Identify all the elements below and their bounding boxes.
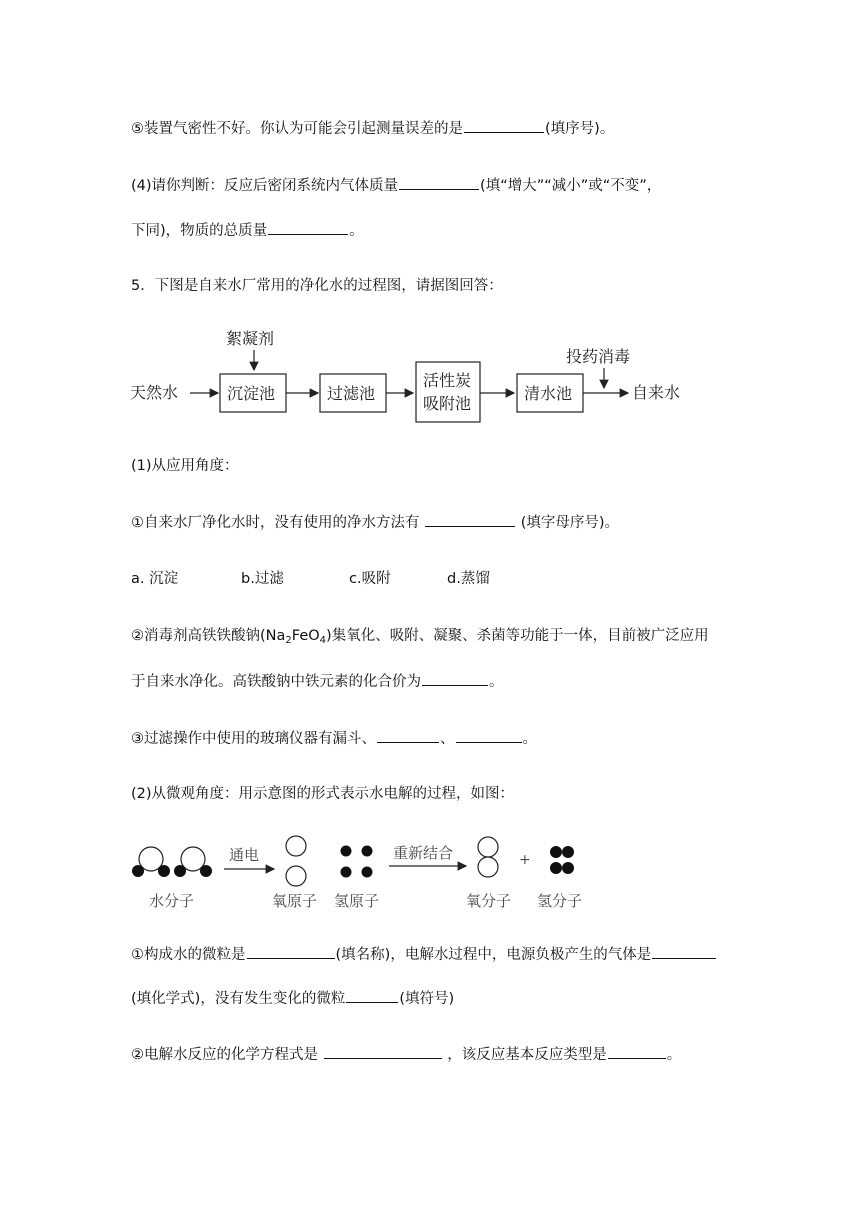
hydrogen-atom-label: 氢原子 bbox=[334, 892, 380, 910]
water-electrolysis-diagram bbox=[126, 828, 606, 918]
section-micro-angle: (2)从微观角度：用示意图的形式表示水电解的过程，如图： bbox=[131, 786, 515, 802]
answer-blank[interactable] bbox=[346, 988, 398, 1003]
answer-blank[interactable] bbox=[377, 728, 439, 743]
disinfect-label: 投药消毒 bbox=[566, 347, 631, 366]
plus-sign: + bbox=[519, 852, 531, 868]
question-line-total-mass: 下同)，物质的总质量 。 bbox=[131, 220, 364, 241]
answer-blank[interactable] bbox=[425, 512, 515, 527]
flow-input-label: 天然水 bbox=[130, 383, 179, 402]
answer-blank[interactable] bbox=[652, 944, 716, 959]
question-line-glassware: ③过滤操作中使用的玻璃仪器有漏斗、 、 。 bbox=[131, 728, 537, 749]
oxygen-atom-label: 氧原子 bbox=[272, 892, 318, 910]
recombine-label: 重新结合 bbox=[393, 844, 454, 862]
question-line-seal-error: ⑤装置气密性不好。你认为可能会引起测量误差的是 (填序号)。 bbox=[131, 118, 614, 139]
electrify-label: 通电 bbox=[229, 846, 260, 864]
answer-blank[interactable] bbox=[399, 175, 479, 190]
question-line-formula: (填化学式)，没有发生变化的微粒 (填符号) bbox=[131, 988, 454, 1009]
clear-water-tank-label: 清水池 bbox=[524, 384, 573, 403]
question-line-equation: ②电解水反应的化学方程式是 ，该反应基本反应类型是 。 bbox=[131, 1044, 681, 1065]
answer-blank[interactable] bbox=[247, 944, 335, 959]
answer-blank[interactable] bbox=[456, 728, 522, 743]
option-a: a. 沉淀 bbox=[131, 571, 179, 587]
filter-tank-label: 过滤池 bbox=[327, 384, 376, 403]
oxygen-molecule bbox=[478, 837, 498, 877]
water-molecule-label: 水分子 bbox=[149, 892, 195, 910]
option-c: c.吸附 bbox=[349, 571, 391, 587]
question-5-title: 5．下图是自来水厂常用的净化水的过程图，请据图回答： bbox=[131, 278, 503, 294]
answer-blank[interactable] bbox=[324, 1044, 442, 1059]
answer-blank[interactable] bbox=[464, 118, 544, 133]
option-b: b.过滤 bbox=[241, 571, 284, 587]
hydrogen-atoms bbox=[341, 846, 373, 878]
water-molecule bbox=[174, 847, 212, 877]
answer-blank[interactable] bbox=[608, 1044, 666, 1059]
question-line-gas-mass: (4)请你判断：反应后密闭系统内气体质量 (填“增大”“减小”或“不变”， bbox=[131, 175, 661, 196]
carbon-adsorption-label-1: 活性炭 bbox=[423, 371, 472, 390]
sedimentation-tank-label: 沉淀池 bbox=[227, 384, 276, 403]
answer-blank[interactable] bbox=[422, 671, 488, 686]
oxygen-atoms bbox=[286, 836, 306, 886]
carbon-adsorption-label-2: 吸附池 bbox=[423, 394, 472, 413]
water-purification-flow-diagram bbox=[120, 322, 700, 427]
question-line-valence: 于自来水净化。高铁酸钠中铁元素的化合价为 。 bbox=[131, 671, 504, 692]
hydrogen-molecule-label: 氢分子 bbox=[537, 892, 583, 910]
option-d: d.蒸馏 bbox=[447, 571, 490, 587]
flow-output-label: 自来水 bbox=[632, 383, 681, 402]
oxygen-molecule-label: 氧分子 bbox=[466, 892, 512, 910]
coagulant-label: 絮凝剂 bbox=[226, 329, 275, 348]
question-line-water-particles: ①构成水的微粒是 (填名称)，电解水过程中，电源负极产生的气体是 bbox=[131, 944, 717, 965]
question-line-unused-method: ①自来水厂净化水时，没有使用的净水方法有 (填字母序号)。 bbox=[131, 512, 619, 533]
hydrogen-molecule bbox=[550, 846, 574, 874]
question-line-ferrate: ②消毒剂高铁铁酸钠$(Na_2FeO_4)$集氧化、吸附、凝聚、杀菌等功能于一体，目前被广泛应用 bbox=[131, 628, 709, 646]
options-row bbox=[131, 569, 490, 589]
answer-blank[interactable] bbox=[268, 220, 348, 235]
water-molecule bbox=[132, 847, 170, 877]
section-application-angle: (1)从应用角度： bbox=[131, 458, 239, 474]
